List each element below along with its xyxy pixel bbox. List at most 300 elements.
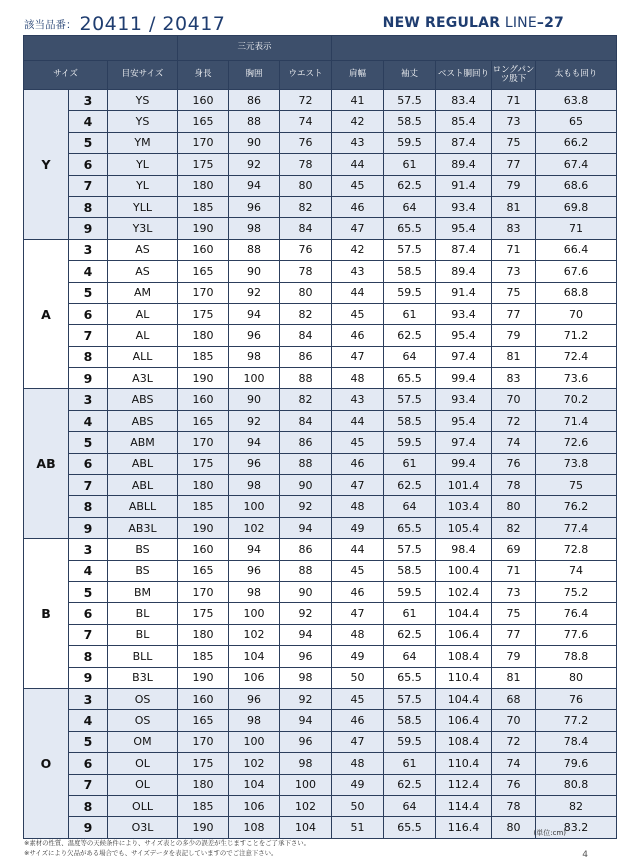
table-row	[24, 731, 617, 752]
thigh-cell: 79.6	[536, 753, 617, 774]
chest-cell: 96	[229, 560, 280, 581]
size-number-cell: 3	[69, 539, 108, 560]
guide-size-cell: BL	[108, 603, 178, 624]
table-row	[24, 603, 617, 624]
shoulder-width-cell: 45	[332, 560, 384, 581]
inseam-cell: 76	[492, 774, 536, 795]
body-type-cell: B	[24, 539, 69, 689]
guide-size-cell: OL	[108, 774, 178, 795]
waist-cell: 84	[280, 325, 332, 346]
chest-cell: 100	[229, 496, 280, 517]
inseam-cell: 77	[492, 154, 536, 175]
size-number-cell: 5	[69, 432, 108, 453]
table-row	[24, 646, 617, 667]
size-number-cell: 6	[69, 453, 108, 474]
waist-cell: 82	[280, 196, 332, 217]
waist-cell: 80	[280, 175, 332, 196]
inseam-cell: 83	[492, 368, 536, 389]
size-number-cell: 7	[69, 624, 108, 645]
shoulder-width-cell: 46	[332, 325, 384, 346]
height-cell: 165	[178, 410, 229, 431]
shoulder-width-cell: 50	[332, 667, 384, 688]
guide-size-cell: ABS	[108, 389, 178, 410]
thigh-cell: 80.8	[536, 774, 617, 795]
waist-cell: 86	[280, 432, 332, 453]
sleeve-length-cell: 57.5	[384, 539, 436, 560]
waist-cell: 80	[280, 282, 332, 303]
col-header: ウエスト	[280, 61, 332, 90]
vest-waist-cell: 99.4	[436, 453, 492, 474]
inseam-cell: 70	[492, 710, 536, 731]
guide-size-cell: Y3L	[108, 218, 178, 239]
sleeve-length-cell: 65.5	[384, 368, 436, 389]
thigh-cell: 69.8	[536, 196, 617, 217]
inseam-cell: 71	[492, 560, 536, 581]
size-number-cell: 9	[69, 817, 108, 838]
inseam-cell: 68	[492, 688, 536, 709]
guide-size-cell: ABLL	[108, 496, 178, 517]
shoulder-width-cell: 49	[332, 646, 384, 667]
size-number-cell: 9	[69, 517, 108, 538]
vest-waist-cell: 108.4	[436, 731, 492, 752]
thigh-cell: 82	[536, 795, 617, 816]
table-row	[24, 581, 617, 602]
header-blank-right	[332, 36, 617, 61]
shoulder-width-cell: 48	[332, 496, 384, 517]
thigh-cell: 63.8	[536, 90, 617, 111]
inseam-cell: 75	[492, 282, 536, 303]
vest-waist-cell: 100.4	[436, 560, 492, 581]
guide-size-cell: BL	[108, 624, 178, 645]
vest-waist-cell: 89.4	[436, 261, 492, 282]
chest-cell: 88	[229, 239, 280, 260]
vest-waist-cell: 104.4	[436, 603, 492, 624]
thigh-cell: 75	[536, 475, 617, 496]
table-row	[24, 432, 617, 453]
waist-cell: 74	[280, 111, 332, 132]
table-row	[24, 475, 617, 496]
thigh-cell: 78.8	[536, 646, 617, 667]
chest-cell: 106	[229, 667, 280, 688]
sleeve-length-cell: 59.5	[384, 282, 436, 303]
thigh-cell: 72.6	[536, 432, 617, 453]
table-row	[24, 325, 617, 346]
col-header: 肩幅	[332, 61, 384, 90]
height-cell: 170	[178, 731, 229, 752]
height-cell: 180	[178, 774, 229, 795]
size-number-cell: 8	[69, 646, 108, 667]
table-row	[24, 539, 617, 560]
guide-size-cell: AL	[108, 325, 178, 346]
inseam-cell: 81	[492, 196, 536, 217]
waist-cell: 90	[280, 475, 332, 496]
inseam-cell: 77	[492, 303, 536, 324]
inseam-cell: 71	[492, 239, 536, 260]
shoulder-width-cell: 45	[332, 175, 384, 196]
size-number-cell: 7	[69, 475, 108, 496]
vest-waist-cell: 103.4	[436, 496, 492, 517]
inseam-cell: 80	[492, 817, 536, 838]
inseam-cell: 70	[492, 389, 536, 410]
height-cell: 170	[178, 132, 229, 153]
height-cell: 180	[178, 175, 229, 196]
inseam-cell: 82	[492, 517, 536, 538]
sleeve-length-cell: 61	[384, 303, 436, 324]
size-number-cell: 5	[69, 282, 108, 303]
vest-waist-cell: 102.4	[436, 581, 492, 602]
shoulder-width-cell: 50	[332, 795, 384, 816]
height-cell: 165	[178, 111, 229, 132]
table-row	[24, 560, 617, 581]
inseam-cell: 79	[492, 175, 536, 196]
shoulder-width-cell: 44	[332, 282, 384, 303]
vest-waist-cell: 87.4	[436, 132, 492, 153]
shoulder-width-cell: 45	[332, 303, 384, 324]
col-header: サイズ	[24, 61, 108, 90]
inseam-cell: 81	[492, 346, 536, 367]
chest-cell: 100	[229, 368, 280, 389]
sleeve-length-cell: 64	[384, 346, 436, 367]
sleeve-length-cell: 62.5	[384, 624, 436, 645]
guide-size-cell: YS	[108, 111, 178, 132]
table-row	[24, 688, 617, 709]
three-dimension-header: 三元表示	[178, 36, 332, 61]
vest-waist-cell: 93.4	[436, 303, 492, 324]
inseam-cell: 76	[492, 453, 536, 474]
vest-waist-cell: 112.4	[436, 774, 492, 795]
guide-size-cell: B3L	[108, 667, 178, 688]
thigh-cell: 67.4	[536, 154, 617, 175]
vest-waist-cell: 101.4	[436, 475, 492, 496]
shoulder-width-cell: 46	[332, 710, 384, 731]
inseam-cell: 80	[492, 496, 536, 517]
waist-cell: 78	[280, 154, 332, 175]
line-title	[383, 15, 564, 31]
sleeve-length-cell: 64	[384, 646, 436, 667]
height-cell: 190	[178, 218, 229, 239]
chest-cell: 94	[229, 539, 280, 560]
vest-waist-cell: 91.4	[436, 282, 492, 303]
size-number-cell: 8	[69, 496, 108, 517]
shoulder-width-cell: 48	[332, 624, 384, 645]
size-number-cell: 7	[69, 774, 108, 795]
height-cell: 180	[178, 475, 229, 496]
sleeve-length-cell: 59.5	[384, 581, 436, 602]
thigh-cell: 71.4	[536, 410, 617, 431]
thigh-cell: 66.4	[536, 239, 617, 260]
height-cell: 165	[178, 261, 229, 282]
waist-cell: 84	[280, 410, 332, 431]
height-cell: 175	[178, 154, 229, 175]
height-cell: 175	[178, 453, 229, 474]
guide-size-cell: OS	[108, 710, 178, 731]
thigh-cell: 76.2	[536, 496, 617, 517]
guide-size-cell: YL	[108, 175, 178, 196]
height-cell: 190	[178, 368, 229, 389]
shoulder-width-cell: 47	[332, 475, 384, 496]
chest-cell: 96	[229, 688, 280, 709]
thigh-cell: 65	[536, 111, 617, 132]
vest-waist-cell: 97.4	[436, 432, 492, 453]
inseam-cell: 78	[492, 795, 536, 816]
sleeve-length-cell: 59.5	[384, 432, 436, 453]
guide-size-cell: AS	[108, 261, 178, 282]
shoulder-width-cell: 44	[332, 154, 384, 175]
unit-note: (単位:cm)	[533, 829, 566, 837]
line-number: –27	[536, 15, 564, 31]
col-header: 目安サイズ	[108, 61, 178, 90]
thigh-cell: 67.6	[536, 261, 617, 282]
shoulder-width-cell: 42	[332, 111, 384, 132]
table-row	[24, 111, 617, 132]
size-number-cell: 5	[69, 731, 108, 752]
guide-size-cell: YLL	[108, 196, 178, 217]
shoulder-width-cell: 47	[332, 218, 384, 239]
height-cell: 160	[178, 688, 229, 709]
height-cell: 190	[178, 667, 229, 688]
table-row	[24, 132, 617, 153]
guide-size-cell: BM	[108, 581, 178, 602]
line-suffix: LINE	[500, 15, 537, 31]
waist-cell: 72	[280, 90, 332, 111]
sleeve-length-cell: 58.5	[384, 410, 436, 431]
thigh-cell: 75.2	[536, 581, 617, 602]
inseam-cell: 73	[492, 261, 536, 282]
guide-size-cell: A3L	[108, 368, 178, 389]
thigh-cell: 71	[536, 218, 617, 239]
guide-size-cell: ALL	[108, 346, 178, 367]
chest-cell: 108	[229, 817, 280, 838]
thigh-cell: 76	[536, 688, 617, 709]
height-cell: 190	[178, 517, 229, 538]
table-row	[24, 624, 617, 645]
waist-cell: 86	[280, 539, 332, 560]
size-table	[23, 35, 617, 839]
size-number-cell: 5	[69, 581, 108, 602]
guide-size-cell: ABL	[108, 453, 178, 474]
waist-cell: 88	[280, 368, 332, 389]
waist-cell: 92	[280, 496, 332, 517]
body-type-cell: AB	[24, 389, 69, 539]
waist-cell: 76	[280, 239, 332, 260]
product-number-header	[24, 9, 225, 35]
shoulder-width-cell: 43	[332, 132, 384, 153]
sleeve-length-cell: 62.5	[384, 774, 436, 795]
inseam-cell: 73	[492, 111, 536, 132]
body-type-cell: A	[24, 239, 69, 389]
waist-cell: 98	[280, 667, 332, 688]
table-row	[24, 817, 617, 838]
shoulder-width-cell: 49	[332, 517, 384, 538]
size-number-cell: 4	[69, 111, 108, 132]
vest-waist-cell: 97.4	[436, 346, 492, 367]
waist-cell: 88	[280, 453, 332, 474]
height-cell: 170	[178, 581, 229, 602]
height-cell: 160	[178, 90, 229, 111]
sleeve-length-cell: 58.5	[384, 710, 436, 731]
thigh-cell: 80	[536, 667, 617, 688]
thigh-cell: 72.8	[536, 539, 617, 560]
vest-waist-cell: 95.4	[436, 218, 492, 239]
col-header: ロングパンツ股下	[492, 61, 536, 90]
header-blank-left	[24, 36, 178, 61]
sleeve-length-cell: 58.5	[384, 261, 436, 282]
size-number-cell: 4	[69, 261, 108, 282]
product-numbers: 20411 / 20417	[79, 13, 226, 35]
waist-cell: 82	[280, 303, 332, 324]
chest-cell: 86	[229, 90, 280, 111]
shoulder-width-cell: 45	[332, 432, 384, 453]
thigh-cell: 77.4	[536, 517, 617, 538]
vest-waist-cell: 89.4	[436, 154, 492, 175]
inseam-cell: 83	[492, 218, 536, 239]
table-row	[24, 753, 617, 774]
guide-size-cell: ABS	[108, 410, 178, 431]
vest-waist-cell: 99.4	[436, 368, 492, 389]
size-number-cell: 9	[69, 218, 108, 239]
vest-waist-cell: 108.4	[436, 646, 492, 667]
table-row	[24, 496, 617, 517]
sleeve-length-cell: 61	[384, 603, 436, 624]
height-cell: 175	[178, 303, 229, 324]
size-number-cell: 3	[69, 688, 108, 709]
height-cell: 185	[178, 496, 229, 517]
shoulder-width-cell: 42	[332, 239, 384, 260]
sleeve-length-cell: 57.5	[384, 239, 436, 260]
shoulder-width-cell: 43	[332, 261, 384, 282]
col-header: 身長	[178, 61, 229, 90]
chest-cell: 94	[229, 432, 280, 453]
vest-waist-cell: 98.4	[436, 539, 492, 560]
vest-waist-cell: 91.4	[436, 175, 492, 196]
thigh-cell: 76.4	[536, 603, 617, 624]
thigh-cell: 83.2	[536, 817, 617, 838]
chest-cell: 90	[229, 132, 280, 153]
inseam-cell: 72	[492, 410, 536, 431]
table-row	[24, 239, 617, 260]
guide-size-cell: OM	[108, 731, 178, 752]
inseam-cell: 78	[492, 475, 536, 496]
chest-cell: 104	[229, 774, 280, 795]
product-number-label: 該当品番：	[24, 19, 77, 31]
table-row	[24, 261, 617, 282]
shoulder-width-cell: 43	[332, 389, 384, 410]
sleeve-length-cell: 59.5	[384, 731, 436, 752]
guide-size-cell: OL	[108, 753, 178, 774]
height-cell: 175	[178, 753, 229, 774]
thigh-cell: 78.4	[536, 731, 617, 752]
vest-waist-cell: 110.4	[436, 753, 492, 774]
size-number-cell: 6	[69, 753, 108, 774]
waist-cell: 84	[280, 218, 332, 239]
guide-size-cell: O3L	[108, 817, 178, 838]
page-number: 4	[582, 850, 588, 860]
chest-cell: 98	[229, 346, 280, 367]
table-row	[24, 154, 617, 175]
chest-cell: 102	[229, 624, 280, 645]
chest-cell: 98	[229, 581, 280, 602]
sleeve-length-cell: 64	[384, 496, 436, 517]
vest-waist-cell: 114.4	[436, 795, 492, 816]
shoulder-width-cell: 46	[332, 453, 384, 474]
table-row	[24, 795, 617, 816]
chest-cell: 102	[229, 753, 280, 774]
height-cell: 180	[178, 624, 229, 645]
vest-waist-cell: 106.4	[436, 710, 492, 731]
size-number-cell: 6	[69, 603, 108, 624]
sleeve-length-cell: 57.5	[384, 389, 436, 410]
table-row	[24, 196, 617, 217]
table-row	[24, 303, 617, 324]
sleeve-length-cell: 62.5	[384, 175, 436, 196]
height-cell: 185	[178, 795, 229, 816]
guide-size-cell: YM	[108, 132, 178, 153]
shoulder-width-cell: 48	[332, 753, 384, 774]
size-number-cell: 8	[69, 795, 108, 816]
size-number-cell: 6	[69, 154, 108, 175]
col-header: ベスト胴回り	[436, 61, 492, 90]
sleeve-length-cell: 65.5	[384, 218, 436, 239]
size-number-cell: 4	[69, 560, 108, 581]
waist-cell: 92	[280, 688, 332, 709]
inseam-cell: 72	[492, 731, 536, 752]
waist-cell: 92	[280, 603, 332, 624]
chest-cell: 102	[229, 517, 280, 538]
waist-cell: 90	[280, 581, 332, 602]
chest-cell: 98	[229, 218, 280, 239]
inseam-cell: 79	[492, 325, 536, 346]
chest-cell: 96	[229, 453, 280, 474]
vest-waist-cell: 110.4	[436, 667, 492, 688]
waist-cell: 98	[280, 753, 332, 774]
waist-cell: 104	[280, 817, 332, 838]
shoulder-width-cell: 41	[332, 90, 384, 111]
shoulder-width-cell: 51	[332, 817, 384, 838]
guide-size-cell: BS	[108, 560, 178, 581]
thigh-cell: 68.8	[536, 282, 617, 303]
chest-cell: 98	[229, 475, 280, 496]
table-row	[24, 410, 617, 431]
line-name: NEW REGULAR	[382, 15, 501, 31]
body-type-cell: O	[24, 688, 69, 838]
vest-waist-cell: 105.4	[436, 517, 492, 538]
inseam-cell: 69	[492, 539, 536, 560]
height-cell: 190	[178, 817, 229, 838]
shoulder-width-cell: 46	[332, 581, 384, 602]
thigh-cell: 70.2	[536, 389, 617, 410]
vest-waist-cell: 95.4	[436, 325, 492, 346]
inseam-cell: 74	[492, 753, 536, 774]
table-row	[24, 774, 617, 795]
inseam-cell: 74	[492, 432, 536, 453]
shoulder-width-cell: 48	[332, 368, 384, 389]
chest-cell: 96	[229, 325, 280, 346]
thigh-cell: 73.8	[536, 453, 617, 474]
waist-cell: 96	[280, 646, 332, 667]
footnotes	[24, 838, 310, 858]
guide-size-cell: YS	[108, 90, 178, 111]
waist-cell: 94	[280, 710, 332, 731]
guide-size-cell: BLL	[108, 646, 178, 667]
waist-cell: 94	[280, 624, 332, 645]
footnote: ※サイズにより欠品がある場合でも、サイズデータを表記していますのでご注意下さい。	[24, 849, 278, 857]
waist-cell: 94	[280, 517, 332, 538]
chest-cell: 94	[229, 303, 280, 324]
table-row	[24, 368, 617, 389]
shoulder-width-cell: 44	[332, 539, 384, 560]
inseam-cell: 79	[492, 646, 536, 667]
sleeve-length-cell: 61	[384, 753, 436, 774]
